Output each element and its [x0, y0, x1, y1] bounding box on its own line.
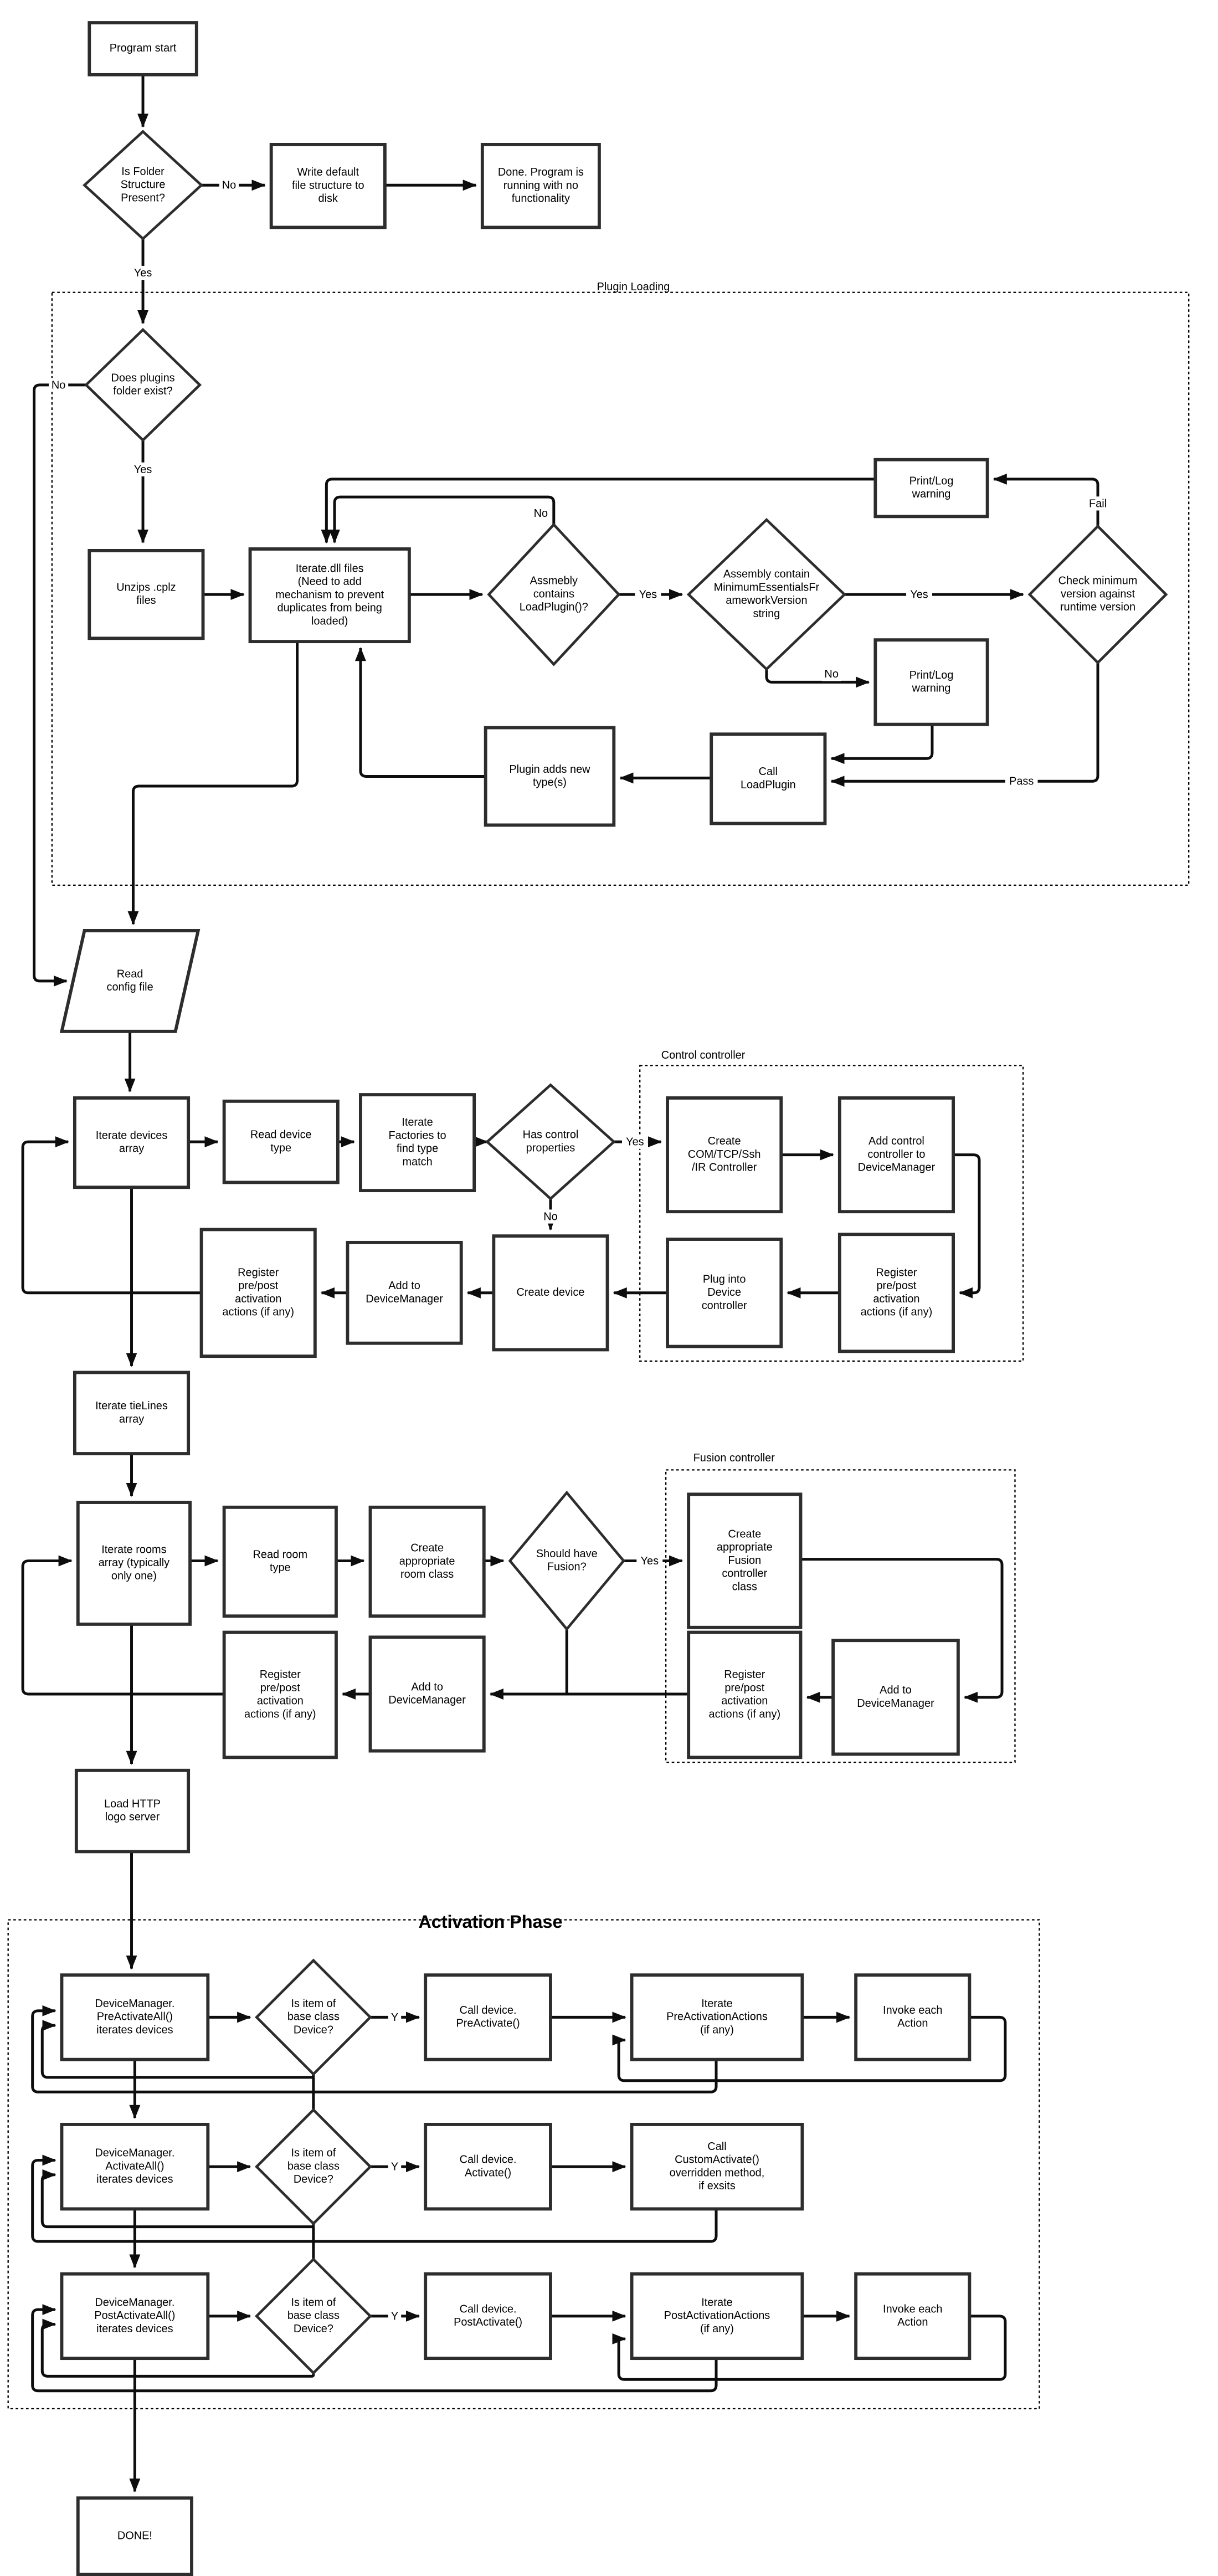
create-appropriate-fusion-controller-label: Create [728, 1528, 762, 1541]
plugin-adds-new-types-label: type(s) [533, 776, 567, 789]
minver-no-to-warning-edge [767, 669, 869, 682]
loadplugin-no-loop-label: No [533, 507, 548, 520]
plugin-adds-new-types-label: Plugin adds new [509, 763, 590, 776]
is-item-base-class-device-2-label: base class [287, 2160, 340, 2173]
activation-phase-container-label: Activation Phase [418, 1911, 563, 1932]
create-appropriate-fusion-controller-label: appropriate [716, 1541, 773, 1554]
register-ppa-room-label: activation [256, 1695, 304, 1707]
devicemanager-preactivateall-label: PreActivateAll() [96, 2010, 173, 2023]
call-device-postactivate-label: Call device. [459, 2303, 517, 2316]
iterate-factories-node [361, 1095, 474, 1190]
register-ppa-room-label: actions (if any) [244, 1708, 316, 1721]
add-to-devicemanager-room-label: DeviceManager [388, 1694, 466, 1707]
is-folder-structure-present-label: Structure [120, 178, 166, 191]
read-device-type-label: Read device [250, 1128, 312, 1141]
iterate-rooms-array-label: array (typically [98, 1557, 170, 1569]
iterate-postactivationactions-node [632, 2274, 803, 2358]
load-http-logo-server-label: logo server [105, 1811, 160, 1824]
fusion-yes-label: Yes [640, 1554, 659, 1567]
iterate-factories-label: find type [396, 1142, 439, 1155]
post-diamond-y-label: Y [390, 2310, 399, 2323]
register-ppa-control-label: actions (if any) [860, 1306, 933, 1318]
is-item-base-class-device-1-label: Device? [293, 2024, 333, 2036]
read-config-file-label: config file [106, 981, 153, 994]
check-pass-to-call-loadplugin-label: Pass [1009, 775, 1034, 788]
load-http-logo-server-label: Load HTTP [104, 1798, 161, 1810]
register-ppa-control-label: activation [873, 1292, 920, 1305]
create-appropriate-fusion-controller-label: Fusion [728, 1554, 762, 1567]
unzips-cplz-files-label: files [136, 594, 156, 607]
devicemanager-preactivateall-label: iterates devices [96, 2024, 173, 2036]
create-com-tcp-ssh-ir-controller-node [667, 1098, 781, 1212]
call-customactivate-label: Call [707, 2140, 727, 2153]
invoke-each-action-pre-label: Action [897, 2017, 928, 2030]
invoke-each-action-pre-label: Invoke each [883, 2004, 943, 2016]
print-log-warning-noversion-label: Print/Log [909, 669, 954, 681]
load-http-logo-server-node [76, 1771, 188, 1852]
assembly-contains-minimum-version-label: MinimumEssentialsFr [713, 581, 820, 594]
create-appropriate-room-class-node [371, 1507, 484, 1616]
should-have-fusion-label: Fusion? [547, 1561, 587, 1573]
does-plugins-folder-exist-node [86, 330, 199, 440]
create-device-label: Create device [516, 1286, 585, 1299]
iterate-dll-to-read-config-edge [133, 642, 297, 924]
iterate-rooms-array-node [78, 1502, 190, 1624]
add-control-controller-to-devicemanager-label: controller to [867, 1148, 926, 1161]
program-start-label: Program start [109, 42, 177, 55]
done-no-functionality-label: Done. Program is [497, 166, 584, 179]
invoke-each-action-post-node [856, 2274, 969, 2358]
print-log-warning-fail-label: warning [912, 488, 951, 501]
devicemanager-postactivateall-label: PostActivateAll() [94, 2310, 176, 2322]
plugins-yes-label: Yes [133, 463, 152, 476]
check-minimum-version-node [1030, 526, 1166, 663]
check-minimum-version-label: Check minimum [1058, 574, 1138, 587]
done-final-label: DONE! [117, 2529, 152, 2542]
done-no-functionality-label: functionality [511, 192, 570, 205]
add-to-devicemanager-device-node [347, 1243, 461, 1343]
print-log-warning-fail-label: Print/Log [909, 475, 954, 488]
is-item-base-class-device-1-label: Is item of [291, 1997, 336, 2010]
devicemanager-postactivateall-label: DeviceManager. [95, 2296, 175, 2309]
is-item-base-class-device-2-label: Is item of [291, 2147, 336, 2159]
create-com-tcp-ssh-ir-controller-label: COM/TCP/Ssh [687, 1148, 761, 1161]
folder-no-label: No [222, 179, 237, 192]
folder-yes-label: Yes [133, 266, 152, 279]
register-ppa-fusion-node [688, 1633, 800, 1758]
call-customactivate-label: if exsits [698, 2180, 736, 2193]
plug-into-device-controller-label: Device [707, 1286, 742, 1299]
iterate-postactivationactions-label: PostActivationActions [664, 2310, 770, 2322]
print-log-warning-fail-node [875, 460, 987, 517]
is-item-base-class-device-3-label: Device? [293, 2322, 333, 2335]
write-default-file-structure-label: file structure to [291, 179, 364, 192]
plugin-loading-container-label: Plugin Loading [597, 281, 670, 294]
add-control-controller-to-devicemanager-label: Add control [868, 1135, 924, 1148]
devicemanager-preactivateall-label: DeviceManager. [95, 1997, 175, 2010]
read-device-type-node [224, 1101, 338, 1183]
check-minimum-version-label: version against [1061, 588, 1135, 601]
read-config-file-label: Read [116, 968, 143, 981]
register-ppa-device-label: Register [238, 1266, 279, 1279]
assembly-contains-loadplugin-label: Assmebly [530, 574, 578, 587]
call-device-postactivate-node [425, 2274, 551, 2358]
done-no-functionality-label: running with no [503, 179, 578, 192]
iterate-dll-files-label: loaded) [311, 615, 348, 628]
warning-to-iterate-dll-edge [326, 479, 875, 542]
create-appropriate-fusion-controller-label: controller [722, 1567, 768, 1580]
plug-into-device-controller-node [667, 1239, 781, 1347]
iterate-devices-array-label: array [119, 1142, 145, 1155]
devicemanager-activateall-label: iterates devices [96, 2173, 173, 2186]
assembly-contains-minimum-version-label: string [753, 607, 780, 620]
devicemanager-activateall-label: DeviceManager. [95, 2147, 175, 2159]
write-default-file-structure-label: Write default [297, 166, 359, 179]
plugins-no-to-config-edge [34, 385, 86, 981]
loadplugin-no-loop-edge [335, 497, 554, 542]
register-ppa-room-label: Register [259, 1669, 301, 1681]
is-item-base-class-device-3-label: Is item of [291, 2296, 336, 2309]
is-item-base-class-device-1-node [256, 1961, 370, 2074]
plugin-loading-container [52, 293, 1189, 885]
register-ppa-control-label: Register [876, 1266, 917, 1279]
devicemanager-postactivateall-node [61, 2274, 208, 2358]
call-customactivate-label: overridden method, [669, 2167, 765, 2179]
read-config-file-node [61, 931, 198, 1032]
call-loadplugin-node [711, 734, 825, 823]
does-plugins-folder-exist-label: folder exist? [113, 385, 173, 398]
register-ppa-device-label: pre/post [238, 1280, 279, 1292]
iterate-tielines-array-label: Iterate tieLines [95, 1400, 168, 1413]
register-ppa-room-label: pre/post [260, 1681, 300, 1694]
act-diamond-y-label: Y [390, 2161, 399, 2173]
done-final-node [78, 2498, 192, 2574]
is-item-base-class-device-3-node [256, 2259, 370, 2373]
iterate-factories-label: Factories to [388, 1129, 446, 1142]
iterate-factories-label: Iterate [402, 1116, 433, 1129]
call-device-postactivate-label: PostActivate() [454, 2316, 523, 2329]
add-to-devicemanager-device-label: Add to [388, 1280, 420, 1292]
print-log-warning-noversion-node [875, 640, 987, 724]
devicemanager-activateall-label: ActivateAll() [105, 2160, 165, 2173]
is-item-base-class-device-2-node [256, 2110, 370, 2224]
unzips-cplz-files-label: Unzips .cplz [116, 581, 176, 594]
add-to-devicemanager-room-node [371, 1637, 484, 1751]
warning2-to-call-loadplugin-edge [831, 725, 932, 759]
create-appropriate-fusion-controller-node [688, 1494, 800, 1627]
call-device-activate-node [425, 2125, 551, 2209]
is-item-base-class-device-3-label: base class [287, 2310, 340, 2322]
iterate-preactivationactions-label: PreActivationActions [666, 2010, 768, 2023]
should-have-fusion-label: Should have [536, 1547, 598, 1560]
addcontrol-to-register-edge [953, 1155, 979, 1293]
read-room-type-node [224, 1507, 336, 1616]
devicemanager-preactivateall-node [61, 1975, 208, 2059]
print-log-warning-noversion-label: warning [912, 682, 951, 695]
iterate-factories-label: match [402, 1156, 433, 1168]
should-have-fusion-node [510, 1492, 624, 1629]
register-ppa-device-node [202, 1229, 315, 1356]
register-ppa-fusion-label: Register [724, 1669, 765, 1681]
check-fail-to-warning-label: Fail [1088, 497, 1107, 510]
iterate-dll-files-label: mechanism to prevent [275, 588, 384, 601]
is-item-base-class-device-1-label: base class [287, 2010, 340, 2023]
register-ppa-fusion-label: actions (if any) [708, 1708, 781, 1721]
iterate-rooms-array-label: only one) [111, 1569, 157, 1582]
add-control-controller-to-devicemanager-label: DeviceManager [857, 1161, 936, 1174]
iterate-tielines-array-node [75, 1372, 188, 1454]
write-default-file-structure-label: disk [318, 192, 338, 205]
register-ppa-device-label: activation [235, 1292, 282, 1305]
minver-yes-label: Yes [910, 588, 928, 601]
plug-into-device-controller-label: Plug into [702, 1273, 746, 1286]
call-loadplugin-label: LoadPlugin [740, 778, 796, 791]
iterate-preactivationactions-node [632, 1975, 803, 2059]
create-appropriate-room-class-label: Create [410, 1542, 444, 1554]
assembly-contains-loadplugin-node [489, 525, 619, 664]
devicemanager-activateall-node [61, 2125, 208, 2209]
plugin-adds-new-types-node [486, 727, 614, 825]
iterate-postactivationactions-label: (if any) [700, 2322, 734, 2335]
call-device-preactivate-label: Call device. [459, 2004, 517, 2016]
invoke-each-action-post-label: Action [897, 2316, 928, 2329]
is-item-base-class-device-2-label: Device? [293, 2173, 333, 2186]
add-control-controller-to-devicemanager-node [840, 1098, 953, 1212]
iterate-dll-files-label: duplicates from being [277, 602, 382, 614]
is-folder-structure-present-label: Is Folder [121, 165, 165, 178]
read-device-type-label: type [270, 1142, 292, 1154]
assembly-contains-minimum-version-node [688, 520, 844, 669]
call-customactivate-node [632, 2125, 803, 2209]
pre-diamond-y-label: Y [390, 2011, 399, 2024]
is-folder-structure-present-node [84, 131, 201, 239]
register-ppa-room-node [224, 1633, 336, 1758]
done-no-functionality-node [482, 145, 599, 228]
create-device-node [494, 1236, 607, 1349]
register-ppa-device-label: actions (if any) [222, 1306, 294, 1318]
control-controller-container-label: Control controller [661, 1049, 746, 1062]
hascontrol-no-label: No [543, 1210, 558, 1223]
add-to-devicemanager-fusion-node [833, 1640, 958, 1754]
unzips-cplz-files-node [89, 551, 203, 638]
fusion-controller-container-label: Fusion controller [693, 1452, 775, 1465]
add-to-devicemanager-room-label: Add to [411, 1681, 443, 1694]
create-appropriate-room-class-label: room class [400, 1568, 454, 1581]
program-start-node [89, 23, 197, 75]
assembly-contains-loadplugin-label: LoadPlugin()? [519, 601, 588, 614]
call-device-activate-label: Call device. [459, 2153, 517, 2166]
has-control-properties-node [487, 1085, 614, 1199]
iterate-rooms-array-label: Iterate rooms [101, 1543, 167, 1556]
iterate-tielines-array-label: array [119, 1413, 145, 1425]
hascontrol-yes-label: Yes [626, 1136, 644, 1148]
iterate-devices-array-node [75, 1098, 188, 1187]
register-ppa-fusion-label: activation [721, 1695, 768, 1707]
call-device-activate-label: Activate() [465, 2167, 512, 2179]
add-to-devicemanager-fusion-label: Add to [880, 1684, 912, 1697]
plugins-no-to-config-label: No [51, 379, 66, 392]
add-to-devicemanager-device-label: DeviceManager [366, 1292, 443, 1305]
read-room-type-label: type [269, 1562, 291, 1574]
call-device-preactivate-label: PreActivate() [456, 2017, 520, 2030]
iterate-dll-files-node [250, 549, 409, 642]
call-loadplugin-label: Call [758, 766, 778, 778]
assembly-contains-minimum-version-label: Assembly contain [723, 568, 810, 581]
iterate-postactivationactions-label: Iterate [701, 2296, 733, 2309]
call-customactivate-label: CustomActivate() [675, 2153, 759, 2166]
is-folder-structure-present-label: Present? [121, 192, 165, 204]
check-minimum-version-label: runtime version [1060, 601, 1136, 614]
has-control-properties-label: properties [526, 1142, 575, 1154]
read-room-type-label: Read room [253, 1548, 308, 1561]
iterate-devices-array-label: Iterate devices [95, 1129, 168, 1142]
call-device-preactivate-node [425, 1975, 551, 2059]
write-default-file-structure-node [271, 145, 385, 228]
iterate-preactivationactions-label: Iterate [701, 1997, 733, 2010]
loadplugin-yes-label: Yes [639, 588, 657, 601]
create-com-tcp-ssh-ir-controller-label: /IR Controller [691, 1161, 757, 1174]
has-control-properties-label: Has control [522, 1128, 579, 1141]
invoke-each-action-pre-node [856, 1975, 969, 2059]
iterate-dll-files-label: Iterate.dll files [295, 562, 364, 575]
does-plugins-folder-exist-label: Does plugins [111, 372, 175, 384]
iterate-preactivationactions-label: (if any) [700, 2024, 734, 2036]
devicemanager-postactivateall-label: iterates devices [96, 2322, 173, 2335]
plug-into-device-controller-label: controller [701, 1299, 747, 1312]
register-ppa-control-label: pre/post [876, 1280, 917, 1292]
register-ppa-control-node [840, 1234, 953, 1351]
create-appropriate-fusion-controller-label: class [732, 1581, 758, 1593]
create-com-tcp-ssh-ir-controller-label: Create [707, 1135, 741, 1148]
create-appropriate-room-class-label: appropriate [399, 1555, 455, 1568]
assembly-contains-loadplugin-label: contains [533, 588, 574, 601]
iterate-dll-files-label: (Need to add [297, 576, 362, 588]
assembly-contains-minimum-version-label: ameworkVersion [726, 594, 808, 607]
add-to-devicemanager-fusion-label: DeviceManager [857, 1697, 934, 1710]
plugin-adds-to-iterate-dll-edge [361, 648, 486, 777]
register-ppa-fusion-label: pre/post [724, 1681, 765, 1694]
minver-no-to-warning-label: No [824, 668, 839, 681]
invoke-each-action-post-label: Invoke each [883, 2303, 943, 2316]
